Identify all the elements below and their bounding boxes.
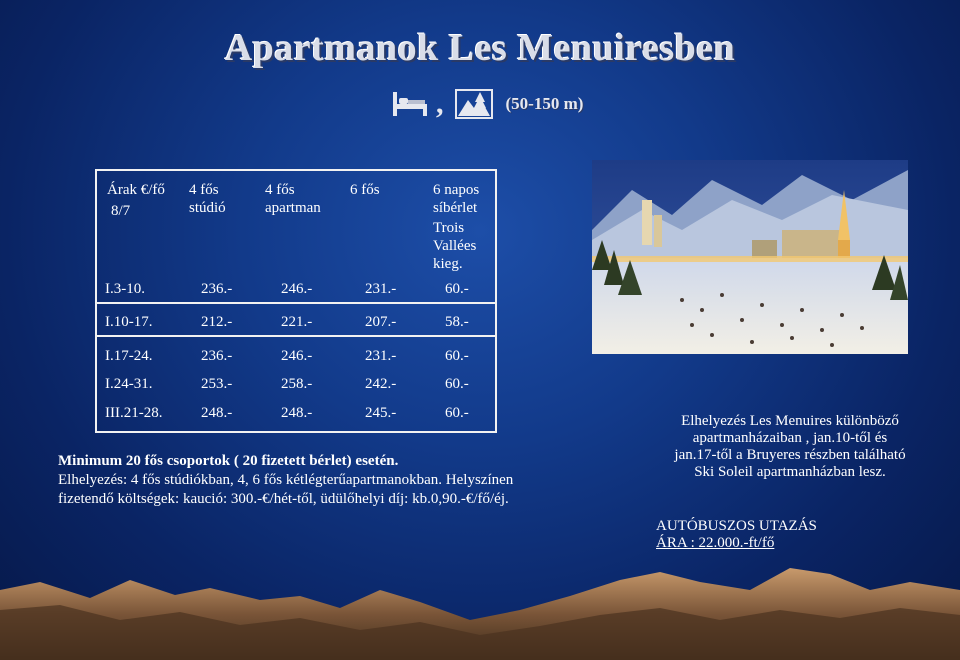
row-pass-price: 60.- xyxy=(445,348,469,364)
row-apartment-price: 246.- xyxy=(281,281,313,297)
row-pass-price: 60.- xyxy=(445,376,469,392)
row-apartment-price: 221.- xyxy=(281,314,313,330)
row-six-person-price: 207.- xyxy=(365,314,397,330)
subtitle-size: (50-150 m) xyxy=(505,94,584,113)
row-apartment-price: 246.- xyxy=(281,348,313,364)
row-six-person-price: 245.- xyxy=(365,405,397,421)
row-six-person-price: 242.- xyxy=(365,376,397,392)
row-apartment-price: 248.- xyxy=(281,405,313,421)
subtitle-row xyxy=(390,86,583,122)
row-date: III.21-28. xyxy=(105,405,163,421)
bus-trip-label: AUTÓBUSZOS UTAZÁS xyxy=(656,518,817,534)
subtitle-comma: , xyxy=(436,87,444,120)
header-pass-line3: Trois xyxy=(433,220,465,236)
row-studio-price: 253.- xyxy=(201,376,233,392)
row-pass-price: 60.- xyxy=(445,405,469,421)
header-pass-line1: 6 napos xyxy=(433,182,480,198)
price-table xyxy=(95,169,497,433)
row-six-person-price: 231.- xyxy=(365,281,397,297)
row-pass-price: 60.- xyxy=(445,281,469,297)
header-apartment-line2: apartman xyxy=(265,200,321,216)
row-six-person-price: 231.- xyxy=(365,348,397,364)
row-date: I.17-24. xyxy=(105,348,153,364)
local-costs-note: fizetendő költségek: kaució: 300.-€/hét-től, üdülőhelyi díj: kb.0,90.-€/fő/éj. xyxy=(58,491,509,507)
header-apartment-line1: 4 fős xyxy=(265,182,295,198)
right-info-line: Elhelyezés Les Menuires különböző xyxy=(681,413,899,429)
row-divider xyxy=(97,335,495,337)
resort-photo xyxy=(592,160,908,354)
row-divider xyxy=(97,302,495,304)
right-info-line: Ski Soleil apartmanházban lesz. xyxy=(694,464,886,480)
bed-icon xyxy=(390,88,430,120)
row-date: I.24-31. xyxy=(105,376,153,392)
slide-title: Apartmanok Les Menuiresben xyxy=(224,27,736,69)
header-price-nights: 8/7 xyxy=(111,203,131,219)
header-price-label: Árak €/fő xyxy=(107,182,165,198)
row-studio-price: 212.- xyxy=(201,314,233,330)
row-date: I.10-17. xyxy=(105,314,153,330)
header-studio-line1: 4 fős xyxy=(189,182,219,198)
row-studio-price: 236.- xyxy=(201,281,233,297)
accommodation-note: Elhelyezés: 4 fős stúdiókban, 4, 6 fős kétlégterűapartmanokban. Helyszínen xyxy=(58,472,514,488)
right-info xyxy=(645,413,935,481)
minimum-group-note: Minimum 20 fős csoportok ( 20 fizetett bérlet) esetén. xyxy=(58,453,399,469)
row-apartment-price: 258.- xyxy=(281,376,313,392)
mountain-silhouette xyxy=(0,560,960,660)
row-studio-price: 248.- xyxy=(201,405,233,421)
header-six-person: 6 fős xyxy=(350,182,380,198)
right-info-line: apartmanházaiban , jan.10-től és xyxy=(692,430,888,446)
header-studio-line2: stúdió xyxy=(189,200,226,216)
row-date: I.3-10. xyxy=(105,281,145,297)
header-pass-line5: kieg. xyxy=(433,256,463,272)
row-pass-price: 58.- xyxy=(445,314,469,330)
header-pass-line2: síbérlet xyxy=(433,200,478,216)
header-pass-line4: Vallées xyxy=(433,238,477,254)
info-text xyxy=(58,452,598,509)
bus-info xyxy=(656,518,896,552)
mountain-tree-icon xyxy=(454,88,494,120)
right-info-line: jan.17-től a Bruyeres részben található xyxy=(674,447,906,463)
row-studio-price: 236.- xyxy=(201,348,233,364)
bus-price: ÁRA : 22.000.-ft/fő xyxy=(656,535,775,551)
